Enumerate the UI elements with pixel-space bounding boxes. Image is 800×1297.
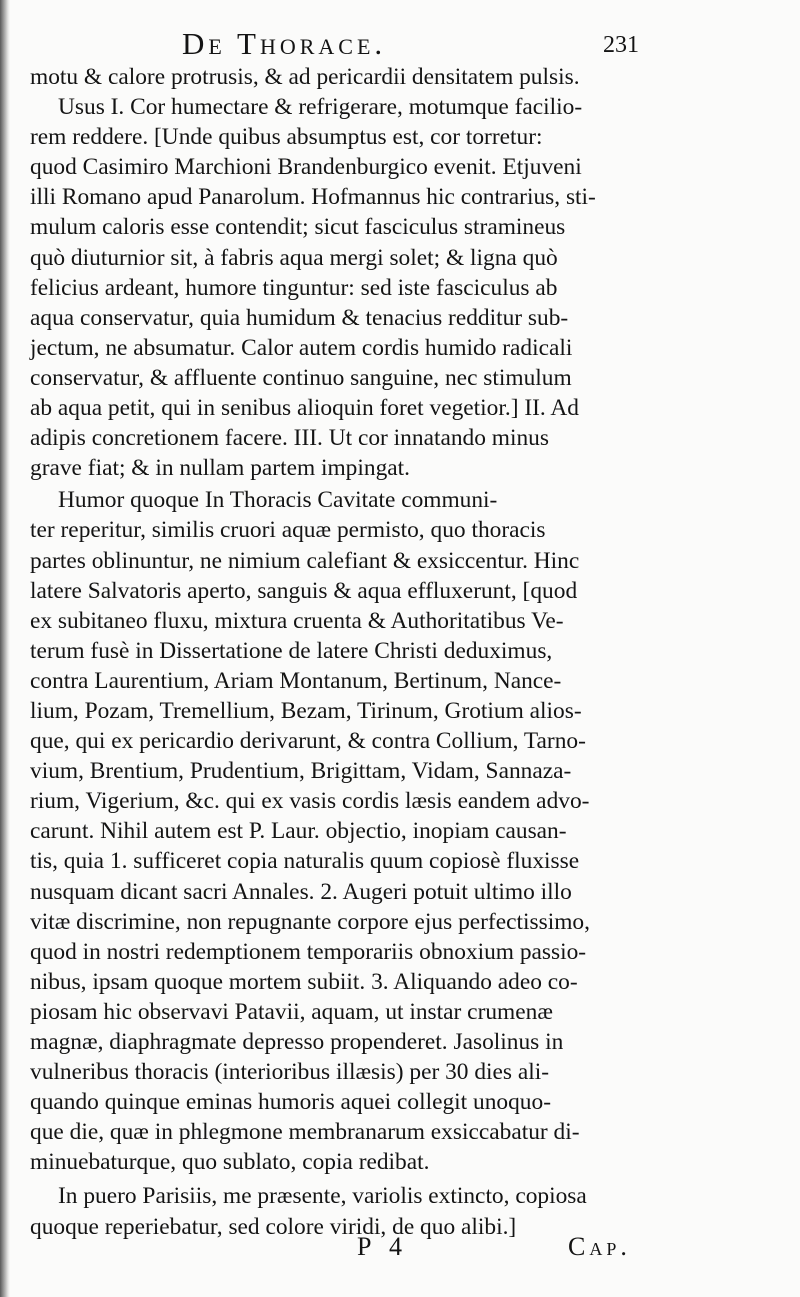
- text-line: piosam hic observavi Patavii, aquam, ut instar crumenæ: [30, 998, 553, 1025]
- text-line: ab aqua petit, qui in senibus alioquin foret vegetior.] II. Ad: [30, 395, 579, 422]
- text-line: que, qui ex pericardio derivarunt, & contra Collium, Tarno-: [30, 728, 586, 755]
- page-gutter-shadow: [0, 0, 10, 1297]
- text-line: tis, quia 1. sufficeret copia naturalis quum copiosè fluxisse: [30, 848, 580, 875]
- text-line: magnæ, diaphragmate depresso propenderet. Jasolinus in: [30, 1029, 564, 1055]
- text-line: quod Casimiro Marchioni Brandenburgico evenit. Etjuveni: [30, 154, 582, 181]
- text-line: minuebaturque, quo sublato, copia redibat.: [30, 1149, 430, 1176]
- text-line: carunt. Nihil autem est P. Laur. objectio, inopiam causan-: [30, 818, 567, 845]
- text-line: quò diuturnior sit, à fabris aqua mergi solet; & ligna quò: [30, 244, 558, 271]
- body-text: [30, 62, 650, 1242]
- text-line: rem reddere. [Unde quibus absumptus est, cor torretur:: [30, 124, 543, 151]
- text-line: vitæ discrimine, non repugnante corpore ejus perfectissimo,: [30, 908, 590, 935]
- text-line: In puero Parisiis, me præsente, variolis extincto, copiosa: [58, 1183, 587, 1210]
- text-line: lium, Pozam, Tremellium, Bezam, Tirinum, Grotium alios-: [30, 697, 582, 724]
- text-line: partes oblinuntur, ne nimium calefiant & exsiccentur. Hinc: [30, 547, 580, 574]
- text-line: ex subitaneo fluxu, mixtura cruenta & Authoritatibus Ve-: [30, 607, 564, 634]
- text-line: rium, Vigerium, &c. qui ex vasis cordis læsis eandem advo-: [30, 788, 590, 815]
- text-line: Usus I. Cor humectare & refrigerare, motumque facilio-: [58, 94, 583, 121]
- text-line: mulum caloris esse contendit; sicut fasciculus stramineus: [30, 214, 566, 241]
- text-line: que die, quæ in phlegmone membranarum exsiccabatur di-: [30, 1119, 580, 1146]
- text-line: terum fusè in Dissertatione de latere Christi deduximus,: [30, 637, 553, 664]
- catchword: Cap.: [568, 1232, 631, 1261]
- text-line: quod in nostri redemptionem temporariis obnoxium passio-: [30, 938, 587, 965]
- text-line: jectum, ne absumatur. Calor autem cordis humido radicali: [30, 334, 573, 361]
- text-line: Humor quoque In Thoracis Cavitate communi-: [58, 487, 498, 514]
- text-line: quando quinque eminas humoris aquei collegit unoquo-: [30, 1089, 551, 1116]
- page-footer: [0, 1228, 800, 1268]
- text-line: nibus, ipsam quoque mortem subiit. 3. Aliquando adeo co-: [30, 968, 578, 995]
- page-number: 231: [603, 32, 639, 58]
- text-line: contra Laurentium, Ariam Montanum, Bertinum, Nance-: [30, 667, 562, 694]
- text-line: quoque reperiebatur, sed colore viridi, de quo alibi.]: [30, 1213, 517, 1240]
- running-head-title: De Thorace.: [182, 26, 387, 61]
- text-line: conservatur, & affluente continuo sanguine, nec stimulum: [30, 364, 572, 391]
- text-line: aqua conservatur, quia humidum & tenacius redditur sub-: [30, 304, 569, 331]
- text-line: grave fiat; & in nullam partem impingat.: [30, 455, 410, 482]
- signature-mark: P 4: [357, 1232, 408, 1261]
- text-line: vulneribus thoracis (interioribus illæsis) per 30 dies ali-: [30, 1059, 550, 1086]
- text-line: illi Romano apud Panarolum. Hofmannus hic contrarius, sti-: [30, 184, 596, 211]
- text-line: motu & calore protrusis, & ad pericardii densitatem pulsis.: [30, 64, 580, 90]
- text-line: latere Salvatoris aperto, sanguis & aqua effluxerunt, [quod: [30, 577, 578, 604]
- text-line: ter reperitur, similis cruori aquæ permisto, quo thoracis: [30, 517, 546, 544]
- text-line: nusquam dicant sacri Annales. 2. Augeri potuit ultimo illo: [30, 878, 572, 905]
- text-line: vium, Brentium, Prudentium, Brigittam, Vidam, Sannaza-: [30, 758, 572, 785]
- text-line: adipis concretionem facere. III. Ut cor innatando minus: [30, 425, 549, 452]
- text-line: felicius ardeant, humore tinguntur: sed iste fasciculus ab: [30, 274, 558, 301]
- running-head: [0, 22, 800, 62]
